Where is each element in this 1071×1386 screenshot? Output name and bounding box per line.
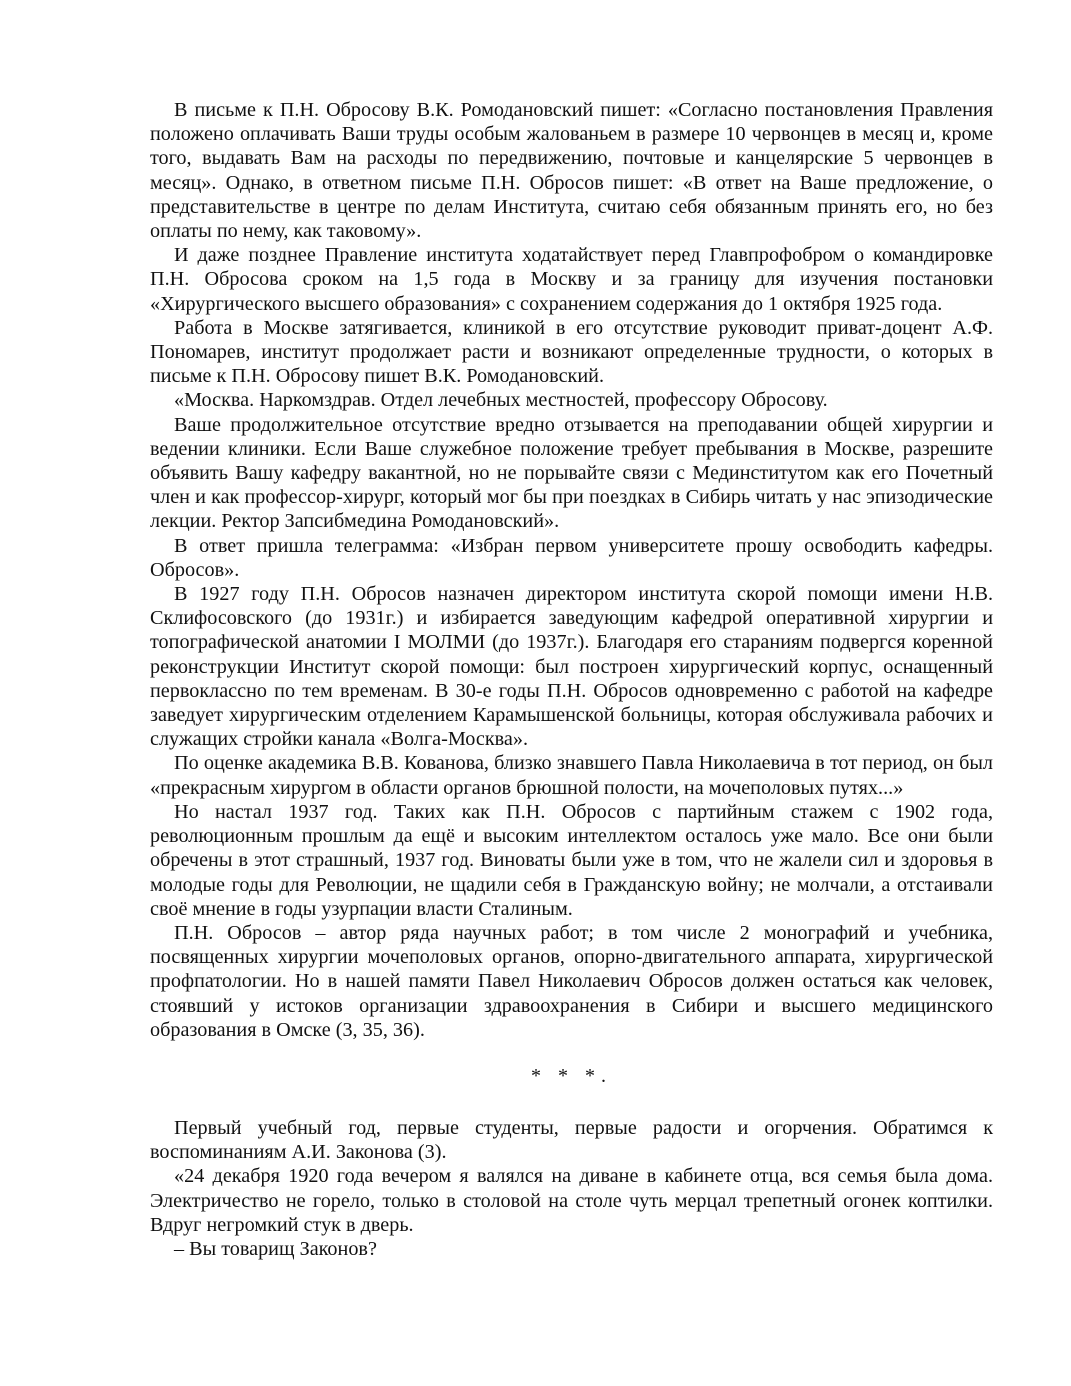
paragraph-dialogue: – Вы товарищ Законов? (174, 1237, 377, 1260)
section-separator: * * *. (531, 1064, 612, 1087)
document-page (150, 98, 993, 1261)
paragraph-memoir-quote: «24 декабря 1920 года вечером я валялся на диване в кабинете отца, вся семья была дома. Электричество не горело, только в столовой на столе чуть мерцал трепетный огонек коптилки. Вдруг негромкий стук в дверь. (150, 1165, 993, 1236)
paragraph-letter-address: «Москва. Наркомздрав. Отдел лечебных местностей, профессору Обросову. (174, 389, 828, 412)
paragraph-komandirovka: И даже позднее Правление института ходатайствует перед Главпрофобром о командировке П.Н. Обросова сроком на 1,5 года в Москву и за границу для изучения постановки «Хирургического высшего образования» с сохранением содержания до 1 октября 1925 года. (150, 244, 993, 315)
paragraph-kovanov: По оценке академика В.В. Кованова, близко знавшего Павла Николаевича в тот период, он был «прекрасным хирургом в области органов брюшной полости, на мочеполовых путях...» (150, 752, 993, 799)
paragraph-1937: Но настал 1937 год. Таких как П.Н. Обросов с партийным стажем с 1902 года, революционным прошлым да ещё и высоким интеллектом осталось уже мало. Все они были обречены в этот страшный, 1937 год. Виноваты были уже в том, что не жалели сил и здоровья в молодые годы для Революции, не щадили себя в Гражданскую войну; не молчали, а отстаивали своё мнение в годы узурпации власти Сталиным. (150, 800, 993, 920)
paragraph-letter-body: Ваше продолжительное отсутствие вредно отзывается на преподавании общей хирургии и ведении клиники. Если Ваше служебное положение требует пребывания в Москве, разрешите объявить Вашу кафедру вакантной, но не порывайте связи с Мединститутом как его Почетный член и как профессор-хирург, который мог бы при поездках в Сибирь читать у нас эпизодические лекции. Ректор Запсибмедина Ромодановский». (150, 413, 993, 533)
paragraph-1927: В 1927 году П.Н. Обросов назначен директором института скорой помощи имени Н.В. Склифосовского (до 1931г.) и избирается заведующим кафедрой оперативной хирургии и топографической анатомии I МОЛМИ (до 1937г.). Благодаря его стараниям подвергся коренной реконструкции Институт скорой помощи: был построен хирургический корпус, оснащенный первоклассно по тем временам. В 30-е годы П.Н. Обросов одновременно с работой на кафедре заведует хирургическим отделением Карамышенской больницы, которая обслуживала рабочих и служащих стройки канала «Волга-Москва». (150, 583, 993, 751)
paragraph-first-year: Первый учебный год, первые студенты, первые радости и огорчения. Обратимся к воспоминаниям А.И. Законова (3). (150, 1116, 993, 1164)
paragraph-romodanovsky-letter: В письме к П.Н. Обросову В.К. Ромодановский пишет: «Согласно постановления Правления положено оплачивать Ваши труды особым жалованьем в размере 10 червонцев в месяц и, кроме того, выдавать Вам на расходы по передвижению, почтовые и канцелярские 5 червонцев в месяц». Однако, в ответном письме П.Н. Обросов пишет: «В ответ на Ваше предложение, о представительстве в центре по делам Института, считаю себя обязанным принять его, но без оплаты по нему, как таковому». (150, 99, 993, 243)
paragraph-scientific-works: П.Н. Обросов – автор ряда научных работ; в том числе 2 монографий и учебника, посвященных хирургии мочеполовых органов, опорно-двигательного аппарата, хирургической профпатологии. Но в нашей памяти Павел Николаевич Обросов должен остаться как человек, стоявший у истоков организации здравоохранения в Сибири и высшего медицинского образования в Омске (3, 35, 36). (150, 921, 993, 1041)
paragraph-work-in-moscow: Работа в Москве затягивается, клиникой в его отсутствие руководит приват-доцент А.Ф. Пономарев, институт продолжает расти и возникают определенные трудности, о которых в письме к П.Н. Обросову пишет В.К. Ромодановский. (150, 316, 993, 388)
paragraph-telegram: В ответ пришла телеграмма: «Избран первом университете прошу освободить кафедры. Обросов». (150, 534, 993, 581)
